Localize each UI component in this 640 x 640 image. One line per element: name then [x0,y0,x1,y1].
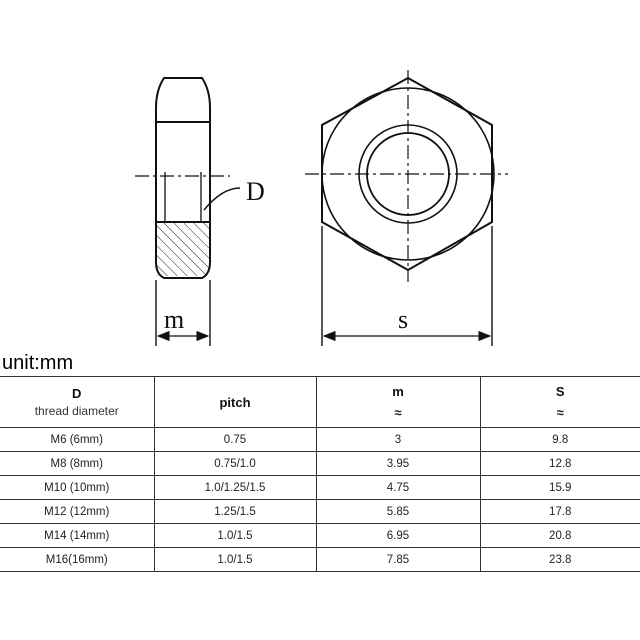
header-s-approx: ≈ [556,405,564,420]
cell-m: 3 [316,428,480,452]
cell-pitch: 1.25/1.5 [154,500,316,524]
cell-m: 6.95 [316,524,480,548]
table-row [0,524,640,548]
cell-m: 5.85 [316,500,480,524]
hatched-section [157,222,209,276]
cell-thread: M10 (10mm) [0,476,154,500]
table-row [0,476,640,500]
cell-s: 23.8 [480,548,640,572]
header-d-subtitle: thread diameter [34,404,119,418]
cell-m: 3.95 [316,452,480,476]
cell-pitch: 1.0/1.5 [154,548,316,572]
cell-thread: M14 (14mm) [0,524,154,548]
table-row [0,500,640,524]
header-pitch-title: pitch [219,394,251,410]
s-label: s [398,305,409,334]
m-label: m [164,305,185,334]
cell-thread: M16(16mm) [0,548,154,572]
cell-s: 9.8 [480,428,640,452]
table-row [0,548,640,572]
cell-pitch: 0.75 [154,428,316,452]
header-d [0,377,154,428]
table-row [0,428,640,452]
unit-label: unit:mm [2,352,74,374]
header-m-title: m [392,384,404,399]
cell-pitch: 0.75/1.0 [154,452,316,476]
cell-thread: M8 (8mm) [0,452,154,476]
cell-s: 20.8 [480,524,640,548]
cell-m: 7.85 [316,548,480,572]
cell-s: 12.8 [480,452,640,476]
table-row [0,452,640,476]
header-pitch [154,377,316,428]
header-s-title: S [555,384,565,399]
cell-m: 4.75 [316,476,480,500]
cell-s: 15.9 [480,476,640,500]
header-s [480,377,640,428]
cell-pitch: 1.0/1.5 [154,524,316,548]
header-d-title: D [72,386,82,401]
cell-thread: M6 (6mm) [0,428,154,452]
header-m [316,377,480,428]
cell-s: 17.8 [480,500,640,524]
nut-dimensions-table [0,376,640,572]
table-header-row [0,377,640,428]
cell-thread: M12 (12mm) [0,500,154,524]
nut-side-view [135,78,240,346]
d-label: D [246,177,265,206]
cell-pitch: 1.0/1.25/1.5 [154,476,316,500]
header-m-approx: ≈ [394,405,402,420]
